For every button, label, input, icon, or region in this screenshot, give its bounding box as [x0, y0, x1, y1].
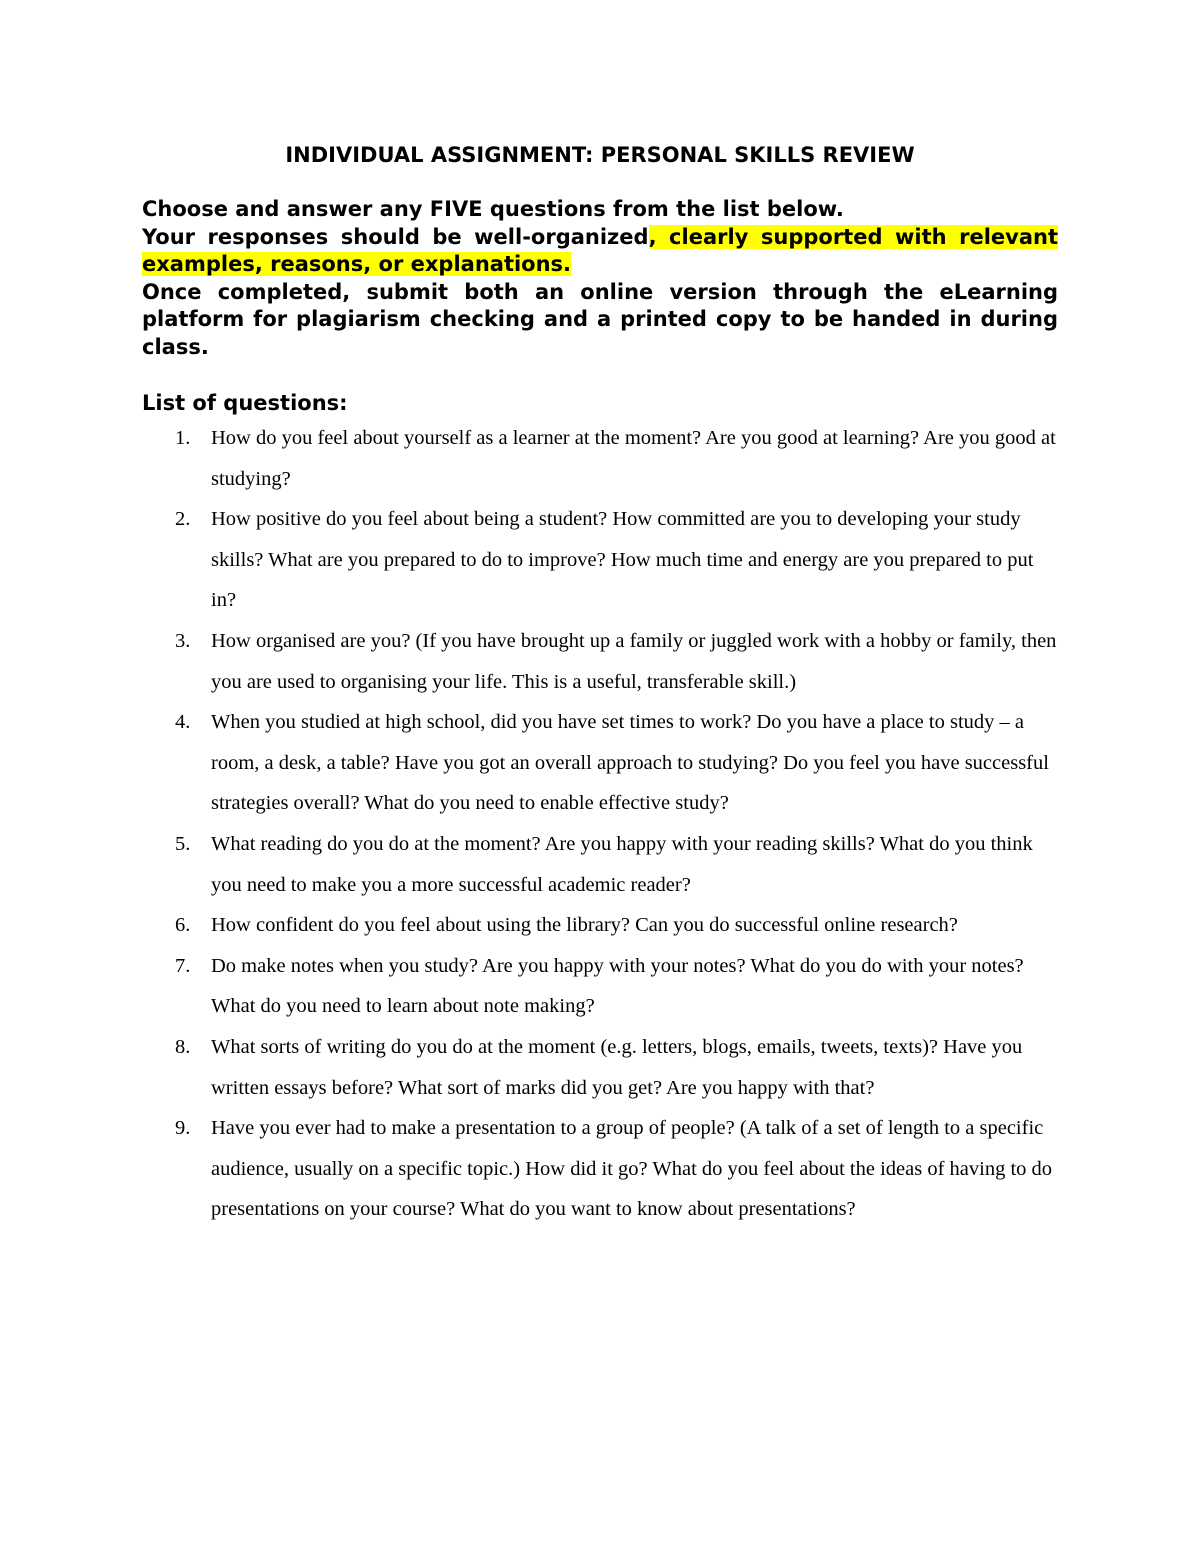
list-item-number: 6.	[175, 914, 191, 937]
list-item-number: 3.	[175, 629, 191, 652]
list-item-number: 2.	[175, 508, 191, 531]
list-item-number: 4.	[175, 711, 191, 734]
list-item-number: 8.	[175, 1035, 191, 1058]
page-title: INDIVIDUAL ASSIGNMENT: PERSONAL SKILLS REVIEW	[285, 143, 915, 167]
document-content	[142, 140, 1058, 1230]
list-item-text: How do you feel about yourself as a learner at the moment? Are you good at learning? Are you good at studying?	[211, 427, 1056, 490]
list-item-text: How confident do you feel about using the library? Can you do successful online research?	[211, 914, 958, 937]
list-item	[142, 418, 1058, 499]
list-item-number: 7.	[175, 954, 191, 977]
list-item-text: What sorts of writing do you do at the moment (e.g. letters, blogs, emails, tweets, texts)? Have you written essays before? What sort of marks did you get? Are you happy with that?	[211, 1035, 1023, 1099]
list-item-text: Do make notes when you study? Are you happy with your notes? What do you do with your notes? What do you need to learn about note making?	[211, 954, 1024, 1018]
list-item	[142, 1027, 1058, 1108]
list-item	[142, 499, 1058, 621]
instruction-choose: Choose and answer any FIVE questions from the list below.	[142, 197, 844, 221]
list-item-text: When you studied at high school, did you have set times to work? Do you have a place to study – a room, a desk, a table? Have you got an overall approach to studying? Do you feel you have successful strategies overall? What do you need to enable effective study?	[211, 711, 1049, 815]
list-item	[142, 1108, 1058, 1230]
list-heading: List of questions:	[142, 391, 348, 415]
list-item-number: 9.	[175, 1117, 191, 1140]
list-item	[142, 621, 1058, 702]
list-item	[142, 946, 1058, 1027]
instruction-responses	[142, 224, 1058, 279]
list-item	[142, 824, 1058, 905]
instruction-submit: Once completed, submit both an online version through the eLearning platform for plagiarism checking and a printed copy to be handed in during class.	[142, 279, 1058, 359]
list-item	[142, 905, 1058, 946]
question-list	[142, 418, 1058, 1230]
list-item-number: 5.	[175, 832, 191, 855]
list-item-text: How organised are you? (If you have brought up a family or juggled work with a hobby or family, then you are used to organising your life. This is a useful, transferable skill.)	[211, 629, 1057, 693]
list-item-number: 1.	[175, 427, 191, 449]
highlighted-text: , clearly supported with relevant examples, reasons, or explanations.	[142, 224, 1058, 276]
instruction-responses-plain: Your responses should be well-organized	[142, 224, 649, 249]
list-item-text: Have you ever had to make a presentation to a group of people? (A talk of a set of length to a specific audience, usually on a specific topic.) How did it go? What do you feel about the ideas of having to do presentations on your course? What do you want to know about presentations?	[211, 1117, 1053, 1221]
list-item-text: What reading do you do at the moment? Are you happy with your reading skills? What do you think you need to make you a more successful academic reader?	[211, 832, 1033, 896]
list-item	[142, 702, 1058, 824]
list-item-text: How positive do you feel about being a student? How committed are you to developing your study skills? What are you prepared to do to improve? How much time and energy are you prepared to put in?	[211, 508, 1034, 612]
